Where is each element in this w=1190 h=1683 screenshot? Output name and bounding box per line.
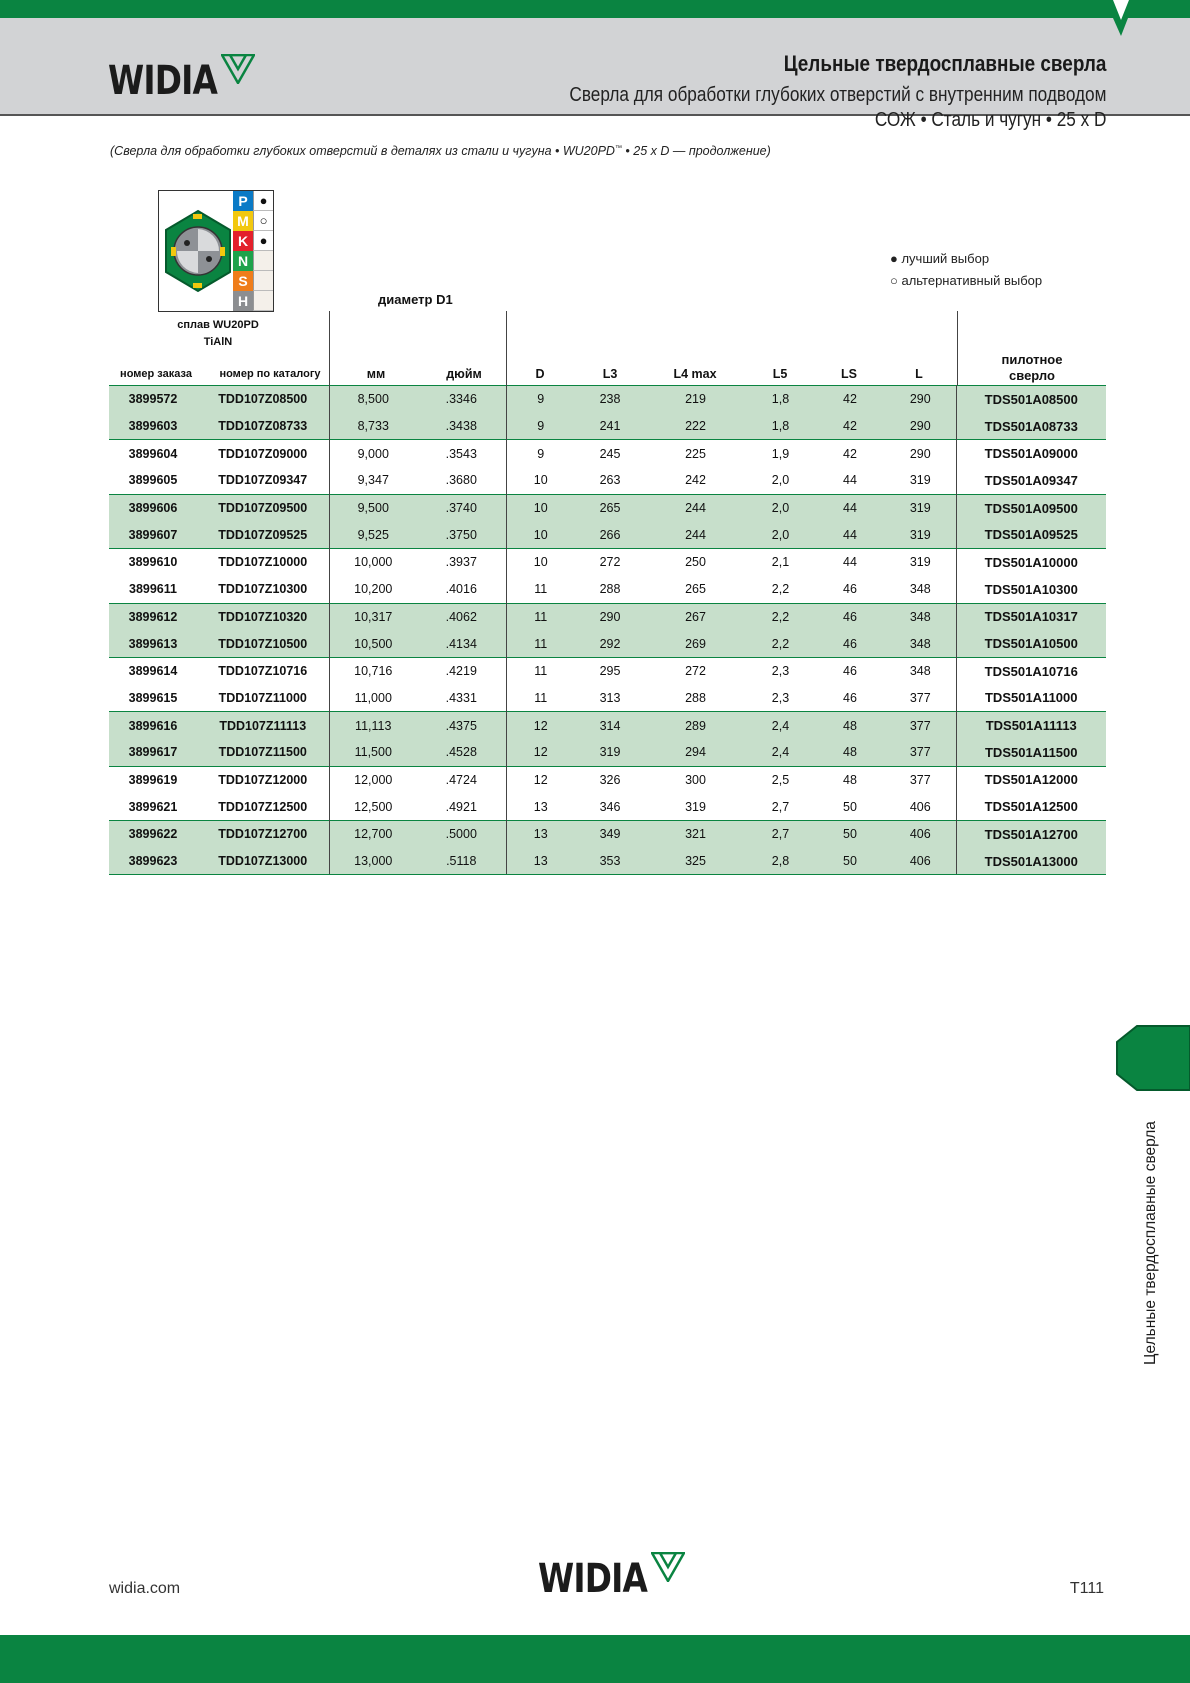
col-mm: мм [366,367,386,381]
cell-diameter-mm: 9,000 [329,440,417,467]
cell-catalog-number: TDD107Z11500 [197,739,329,766]
cell-pilot-drill: TDS501A09347 [984,472,1078,488]
cell-diameter-inch: .3750 [417,521,506,548]
cell-order-number: 3899619 [109,766,197,793]
cell-dim-L4max: 289 [645,712,746,739]
top-green-bar [0,0,1190,18]
cell-dim-L3: 319 [575,739,645,766]
cell-diameter-mm: 10,000 [329,549,417,576]
material-row-m [233,211,273,231]
material-letter: H [233,291,253,311]
cell-catalog-number: TDD107Z08500 [197,386,329,413]
cell-diameter-inch: .5118 [417,848,506,875]
cell-dim-L4max: 244 [645,521,746,548]
cell-order-number: 3899572 [109,386,197,413]
cell-diameter-mm: 8,500 [329,386,417,413]
cell-pilot-drill: TDS501A10300 [984,581,1078,597]
cell-order-number: 3899603 [109,413,197,440]
cell-dim-L3: 265 [575,494,645,521]
cell-dim-L5: 1,8 [746,386,815,413]
cell-diameter-mm: 10,500 [329,630,417,657]
cell-diameter-mm: 11,000 [354,690,392,705]
cell-dim-L5: 2,8 [746,848,815,875]
logo-wordmark: WIDIA [108,58,218,104]
cell-dim-L3: 288 [599,582,621,597]
cell-diameter-inch: .3937 [417,549,506,576]
col-L3: L3 [602,367,618,381]
cell-dim-D: 11 [534,582,548,597]
col-pilot-line1: пилотное [1001,352,1063,367]
cell-dim-L: 290 [885,413,956,440]
material-letter: M [233,211,253,231]
cell-pilot-drill: TDS501A13000 [956,848,1106,875]
cell-dim-L4max: 319 [685,799,706,814]
cell-pilot-drill: TDS501A09500 [956,494,1106,521]
cell-dim-L: 348 [885,630,956,657]
page-subtitle-line2: СОЖ • Сталь и чугун • 25 x D [874,109,1106,131]
cell-diameter-inch: .3740 [417,494,506,521]
cell-pilot-drill: TDS501A11113 [956,712,1106,739]
material-mark: ● [253,191,273,211]
cell-order-number: 3899621 [128,799,178,814]
cell-dim-L3: 292 [575,630,645,657]
cell-diameter-inch: .3680 [417,467,506,494]
logo-triangle-icon [221,54,255,84]
material-mark [253,251,273,271]
cell-catalog-number: TDD107Z13000 [197,848,329,875]
intro-text: (Сверла для обработки глубоких отверстий в деталях из стали и чугуна • WU20PD [110,144,615,158]
cell-dim-L: 348 [885,576,956,603]
grade-line2: TiAlN [203,336,233,348]
cell-dim-D: 10 [506,549,575,576]
cell-pilot-drill: TDS501A10500 [956,630,1106,657]
cell-dim-L5: 1,8 [746,413,815,440]
cell-dim-L3: 266 [575,521,645,548]
cell-dim-L: 406 [885,793,956,820]
cell-diameter-inch: .3346 [417,386,506,413]
cell-dim-L: 406 [885,848,956,875]
cell-order-number: 3899614 [109,657,197,684]
col-pilot-line2: сверло [1009,368,1055,383]
cell-dim-D: 13 [506,848,575,875]
cell-dim-LS: 46 [815,657,885,684]
header-titles [482,51,1106,133]
cell-dim-L: 348 [885,603,956,630]
cell-catalog-number: TDD107Z10320 [197,603,329,630]
cell-dim-D: 12 [506,766,575,793]
cell-dim-LS: 42 [815,413,885,440]
cell-dim-D: 11 [506,603,575,630]
cell-catalog-number: TDD107Z12000 [197,766,329,793]
cell-dim-LS: 50 [815,848,885,875]
table-row [109,712,1106,739]
cell-dim-LS: 44 [815,494,885,521]
cell-dim-L4max: 269 [645,630,746,657]
cell-dim-LS: 48 [815,712,885,739]
cell-dim-L5: 2,5 [746,766,815,793]
cell-diameter-mm: 9,500 [329,494,417,521]
cell-dim-L: 319 [885,494,956,521]
cell-pilot-drill: TDS501A08500 [956,386,1106,413]
cell-catalog-number: TDD107Z09347 [197,467,329,494]
material-letter: K [233,231,253,251]
cell-dim-L4max: 250 [645,549,746,576]
col-inch: дюйм [446,367,482,381]
cell-diameter-mm: 10,200 [354,582,393,597]
cell-dim-L3: 290 [575,603,645,630]
cell-dim-L3: 295 [575,657,645,684]
cell-pilot-drill: TDS501A10716 [956,657,1106,684]
cell-pilot-drill: TDS501A08733 [956,413,1106,440]
cell-dim-LS: 44 [815,549,885,576]
cell-dim-L: 290 [885,440,956,467]
drill-table [109,385,1106,875]
col-order: номер заказа [120,368,192,380]
cell-dim-L4max: 265 [685,582,706,597]
legend-alt: ○ альтернативный выбор [890,273,1043,288]
cell-dim-L: 377 [885,685,956,712]
cell-diameter-inch: .3543 [417,440,506,467]
cell-dim-D: 12 [506,739,575,766]
cell-dim-D: 11 [506,657,575,684]
table-row [109,657,1106,684]
cell-dim-L5: 2,2 [746,603,815,630]
cell-catalog-number: TDD107Z10300 [197,576,329,603]
cell-dim-L5: 2,3 [746,657,815,684]
cell-dim-L: 406 [885,821,956,848]
table-row [109,413,1106,440]
cell-order-number: 3899616 [109,712,197,739]
cell-dim-L3: 314 [575,712,645,739]
cell-catalog-number: TDD107Z10000 [197,549,329,576]
cell-dim-LS: 48 [815,739,885,766]
cell-dim-L: 319 [885,549,956,576]
cell-diameter-mm: 11,500 [329,739,417,766]
cell-dim-L: 377 [885,766,956,793]
cell-dim-L4max: 244 [645,494,746,521]
cell-order-number: 3899611 [129,582,177,597]
cell-catalog-number: TDD107Z08733 [197,413,329,440]
cell-dim-D: 11 [534,690,548,705]
bottom-green-bar [0,1635,1190,1683]
table-row [109,685,1106,712]
table-row [109,766,1106,793]
legend-best: ● лучший выбор [890,251,990,266]
intro-text-end: • 25 x D — продолжение) [621,144,771,158]
cell-catalog-number: TDD107Z11000 [197,685,329,712]
cell-diameter-mm: 12,500 [354,799,393,814]
cell-dim-L: 377 [885,712,956,739]
cell-dim-LS: 46 [843,690,857,705]
cell-order-number: 3899605 [128,473,178,488]
cell-catalog-number: TDD107Z09525 [197,521,329,548]
cell-dim-L5: 2,0 [746,521,815,548]
cell-dim-L3: 263 [599,473,621,488]
cell-catalog-number: TDD107Z12500 [197,793,329,820]
material-mark [253,271,273,291]
cell-dim-L4max: 219 [645,386,746,413]
page-subtitle-line1: Сверла для обработки глубоких отверстий с внутренним подводом [568,84,1106,106]
material-row-n [233,251,273,271]
side-tab-icon [1115,1024,1190,1092]
cell-diameter-inch: .4134 [417,630,506,657]
cell-pilot-drill: TDS501A09000 [956,440,1106,467]
cell-diameter-mm: 9,347 [357,473,389,488]
cell-diameter-inch: .3438 [417,413,506,440]
cell-dim-LS: 50 [843,799,857,814]
cell-dim-L4max: 272 [645,657,746,684]
cell-dim-L: 290 [885,386,956,413]
cell-dim-L3: 353 [575,848,645,875]
cell-order-number: 3899604 [109,440,197,467]
material-mark: ● [253,231,273,251]
material-row-s [233,271,273,291]
table-row [109,440,1106,467]
cell-catalog-number: TDD107Z10716 [197,657,329,684]
cell-diameter-mm: 10,716 [329,657,417,684]
cell-dim-D: 9 [506,386,575,413]
cell-dim-LS: 42 [815,440,885,467]
cell-dim-L3: 272 [575,549,645,576]
col-LS: LS [841,367,857,381]
diameter-header: диаметр D1 [378,292,453,307]
cell-dim-LS: 46 [843,582,857,597]
cell-pilot-drill: TDS501A12500 [984,799,1078,815]
cell-dim-LS: 46 [815,630,885,657]
table-row [109,848,1106,875]
side-tab-label: Цельные твердосплавные сверла [1142,1121,1159,1365]
section-intro [110,144,771,158]
table-row [109,793,1106,820]
cell-order-number: 3899610 [109,549,197,576]
table-row [109,549,1106,576]
cell-dim-D: 9 [506,413,575,440]
cell-dim-L3: 346 [599,799,621,814]
cell-dim-D: 12 [506,712,575,739]
cell-diameter-inch: .4724 [417,766,506,793]
table-row [109,494,1106,521]
cell-dim-L3: 245 [575,440,645,467]
material-letter: S [233,271,253,291]
cell-dim-LS: 46 [815,603,885,630]
cell-dim-L4max: 222 [645,413,746,440]
cell-order-number: 3899617 [109,739,197,766]
cell-diameter-inch: .4375 [417,712,506,739]
header-logo [108,54,255,104]
cell-diameter-inch: .4062 [417,603,506,630]
col-catalog: номер по каталогу [219,368,321,380]
cell-diameter-mm: 13,000 [329,848,417,875]
cell-diameter-mm: 9,525 [329,521,417,548]
cell-dim-D: 11 [506,630,575,657]
cell-pilot-drill: TDS501A11000 [984,690,1078,706]
material-row-h [233,291,273,311]
cell-dim-LS: 50 [815,821,885,848]
cell-pilot-drill: TDS501A12000 [956,766,1106,793]
table-row [109,739,1106,766]
cell-diameter-mm: 11,113 [329,712,417,739]
cell-dim-L4max: 225 [645,440,746,467]
cell-catalog-number: TDD107Z09000 [197,440,329,467]
cell-order-number: 3899613 [109,630,197,657]
cell-pilot-drill: TDS501A10000 [956,549,1106,576]
cell-dim-L5: 2,7 [771,799,790,814]
cell-dim-L3: 313 [599,690,621,705]
cell-pilot-drill: TDS501A11500 [956,739,1106,766]
cell-diameter-mm: 8,733 [329,413,417,440]
table-row [109,576,1106,603]
cell-diameter-mm: 10,317 [329,603,417,630]
cell-dim-D: 10 [533,473,548,488]
cell-dim-LS: 44 [815,521,885,548]
col-L5: L5 [772,367,788,381]
cell-dim-L5: 1,9 [746,440,815,467]
cell-dim-L4max: 294 [645,739,746,766]
cell-dim-D: 10 [506,521,575,548]
cell-dim-L3: 241 [575,413,645,440]
table-row [109,603,1106,630]
material-mark: ○ [253,211,273,231]
material-row-p [233,191,273,211]
cell-diameter-inch: .4219 [417,657,506,684]
cell-dim-L4max: 321 [645,821,746,848]
cell-diameter-inch: .4921 [417,793,506,820]
cell-dim-L4max: 325 [645,848,746,875]
cell-dim-L4max: 267 [645,603,746,630]
cell-dim-L3: 238 [575,386,645,413]
header-divider-2 [506,311,507,385]
cell-dim-L5: 2,1 [746,549,815,576]
cell-dim-L3: 326 [575,766,645,793]
cell-dim-L5: 2,7 [746,821,815,848]
cell-diameter-inch: .4331 [417,685,506,712]
cell-diameter-inch: .4016 [417,576,506,603]
cell-order-number: 3899607 [109,521,197,548]
cell-order-number: 3899622 [109,821,197,848]
intro-tm: ™ [614,144,622,152]
cell-dim-LS: 44 [843,473,857,488]
page-number: T111 [1069,1580,1104,1597]
cell-dim-L5: 2,0 [771,473,790,488]
cell-dim-L5: 2,4 [746,712,815,739]
footer-logo-wordmark: WIDIA [538,1556,648,1602]
table-row [109,467,1106,494]
cell-dim-L4max: 288 [685,690,706,705]
cell-pilot-drill: TDS501A10317 [956,603,1106,630]
cell-dim-L5: 2,2 [771,582,790,597]
cell-order-number: 3899612 [109,603,197,630]
cell-dim-D: 13 [533,799,548,814]
cell-dim-L4max: 242 [685,473,706,488]
cell-diameter-inch: .5000 [417,821,506,848]
col-L4: L4 max [673,367,717,381]
cell-dim-L3: 349 [575,821,645,848]
header-divider-3 [957,311,958,385]
table-row [109,630,1106,657]
table-row [109,821,1106,848]
cell-diameter-mm: 12,700 [329,821,417,848]
cell-dim-L: 319 [885,521,956,548]
material-letter: P [233,191,253,211]
col-L: L [915,367,923,381]
cell-order-number: 3899623 [109,848,197,875]
cell-pilot-drill: TDS501A09525 [956,521,1106,548]
cell-dim-L5: 2,2 [746,630,815,657]
cell-dim-D: 9 [506,440,575,467]
legend [890,248,1042,292]
material-applicability-box [158,190,274,312]
cell-diameter-inch: .4528 [417,739,506,766]
cell-order-number: 3899615 [128,690,178,705]
cell-dim-L: 348 [885,657,956,684]
footer-logo [538,1552,685,1602]
cell-catalog-number: TDD107Z09500 [197,494,329,521]
grade-line1: сплав WU20PD [177,319,259,331]
footer-website: widia.com [109,1580,181,1597]
cell-catalog-number: TDD107Z11113 [197,712,329,739]
cell-dim-D: 10 [506,494,575,521]
cell-dim-LS: 48 [815,766,885,793]
material-grid [233,191,273,311]
material-mark [253,291,273,311]
cell-pilot-drill: TDS501A12700 [956,821,1106,848]
cell-dim-D: 13 [506,821,575,848]
cell-dim-L5: 2,3 [771,690,790,705]
table-row [109,521,1106,548]
cell-catalog-number: TDD107Z12700 [197,821,329,848]
cell-dim-L5: 2,4 [746,739,815,766]
footer-logo-triangle-icon [651,1552,685,1582]
cell-order-number: 3899606 [109,494,197,521]
cell-catalog-number: TDD107Z10500 [197,630,329,657]
cell-dim-L5: 2,0 [746,494,815,521]
cell-diameter-mm: 12,000 [329,766,417,793]
cell-dim-L: 319 [885,467,956,494]
table-row [109,386,1106,413]
header-corner-notch-icon [1105,0,1175,40]
material-letter: N [233,251,253,271]
cell-dim-L4max: 300 [645,766,746,793]
col-D: D [535,367,545,381]
page-title: Цельные твердосплавные сверла [783,51,1106,76]
cell-dim-LS: 42 [815,386,885,413]
material-row-k [233,231,273,251]
cell-dim-L: 377 [885,739,956,766]
page-header [0,18,1190,131]
drill-cross-section-icon [163,209,233,293]
